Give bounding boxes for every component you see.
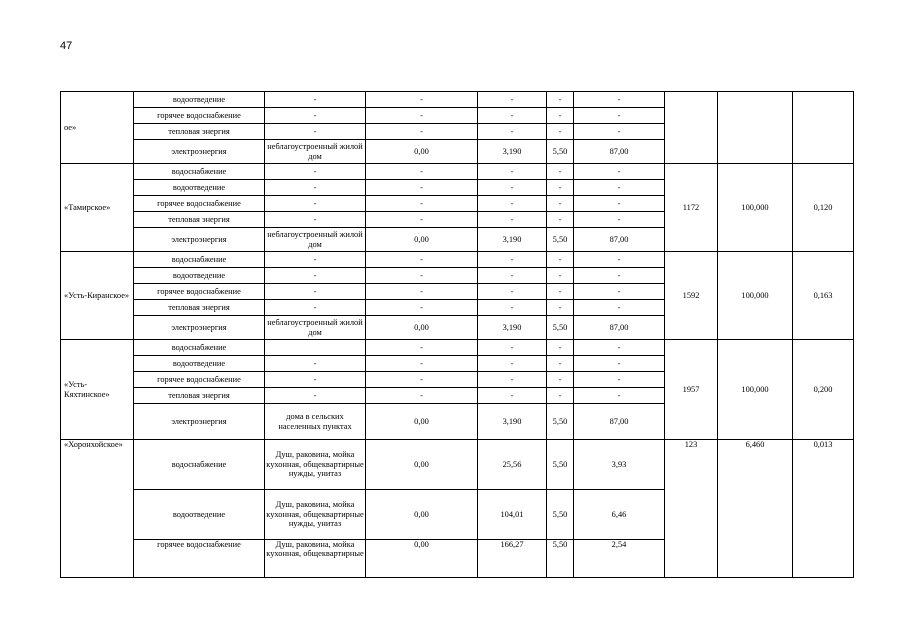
value-cell: - <box>366 252 478 268</box>
service-cell: горячее водоснабжение <box>134 540 265 578</box>
value-cell: - <box>478 284 547 300</box>
value-cell: - <box>366 388 478 404</box>
value-cell: 0,00 <box>366 316 478 340</box>
value-cell: - <box>547 340 574 356</box>
value-cell: - <box>366 300 478 316</box>
coefficient-cell: 0,120 <box>793 164 854 252</box>
value-cell: - <box>478 164 547 180</box>
coefficient-cell: 0,013 <box>793 440 854 578</box>
coefficient-cell <box>793 92 854 164</box>
value-cell: 5,50 <box>547 440 574 490</box>
value-cell: - <box>366 340 478 356</box>
settlement-cell: «Усть-Кяхтинское» <box>61 340 134 440</box>
table-row <box>61 340 854 356</box>
value-cell: 5,50 <box>547 404 574 440</box>
value-cell: - <box>478 300 547 316</box>
service-cell: электроэнергия <box>134 140 265 164</box>
value-cell: 104,01 <box>478 490 547 540</box>
value-cell: 0,00 <box>366 140 478 164</box>
value-cell: - <box>478 340 547 356</box>
service-cell: водоотведение <box>134 356 265 372</box>
value-cell: - <box>574 340 665 356</box>
value-cell: - <box>547 180 574 196</box>
value-cell: - <box>366 92 478 108</box>
value-cell: 0,00 <box>366 228 478 252</box>
value-cell: - <box>574 180 665 196</box>
value-cell: - <box>366 284 478 300</box>
service-cell: тепловая энергия <box>134 300 265 316</box>
value-cell: - <box>547 372 574 388</box>
value-cell: 166,27 <box>478 540 547 578</box>
value-cell: - <box>478 124 547 140</box>
value-cell: - <box>547 252 574 268</box>
service-cell: водоснабжение <box>134 340 265 356</box>
value-cell: 6,46 <box>574 490 665 540</box>
value-cell: - <box>574 372 665 388</box>
value-cell: - <box>547 356 574 372</box>
value-cell: - <box>366 212 478 228</box>
value-cell: - <box>366 108 478 124</box>
value-cell: - <box>574 108 665 124</box>
value-cell: - <box>547 300 574 316</box>
category-cell: - <box>265 372 366 388</box>
settlement-cell: ое» <box>61 92 134 164</box>
value-cell: - <box>547 108 574 124</box>
settlement-cell: «Тамирское» <box>61 164 134 252</box>
share-cell: 100,000 <box>718 252 793 340</box>
service-cell: горячее водоснабжение <box>134 196 265 212</box>
value-cell: 3,190 <box>478 316 547 340</box>
category-cell: неблагоустроенный жилой дом <box>265 316 366 340</box>
value-cell: 87,00 <box>574 404 665 440</box>
population-cell: 1592 <box>665 252 718 340</box>
value-cell: - <box>547 196 574 212</box>
value-cell: - <box>478 196 547 212</box>
table-row <box>61 164 854 180</box>
coefficient-cell: 0,200 <box>793 340 854 440</box>
value-cell: - <box>574 388 665 404</box>
category-cell: - <box>265 300 366 316</box>
category-cell: - <box>265 180 366 196</box>
share-cell: 100,000 <box>718 340 793 440</box>
value-cell: 5,50 <box>547 540 574 578</box>
value-cell: - <box>574 92 665 108</box>
category-cell: - <box>265 212 366 228</box>
value-cell: - <box>478 180 547 196</box>
coefficient-cell: 0,163 <box>793 252 854 340</box>
category-cell: - <box>265 92 366 108</box>
category-cell: неблагоустроенный жилой дом <box>265 228 366 252</box>
value-cell: - <box>366 124 478 140</box>
service-cell: тепловая энергия <box>134 124 265 140</box>
value-cell: - <box>366 356 478 372</box>
share-cell: 6,460 <box>718 440 793 578</box>
population-cell: 123 <box>665 440 718 578</box>
value-cell: - <box>478 268 547 284</box>
value-cell: - <box>574 212 665 228</box>
value-cell: 3,190 <box>478 140 547 164</box>
value-cell: 87,00 <box>574 316 665 340</box>
service-cell: электроэнергия <box>134 316 265 340</box>
tariff-table <box>60 91 854 578</box>
value-cell: - <box>547 284 574 300</box>
category-cell: - <box>265 284 366 300</box>
value-cell: 87,00 <box>574 140 665 164</box>
category-cell: Душ, раковина, мойка кухонная, общеквартирные нужды, унитаз <box>265 490 366 540</box>
value-cell: 5,50 <box>547 228 574 252</box>
value-cell: - <box>478 92 547 108</box>
category-cell: Душ, раковина, мойка кухонная, общеквартирные <box>265 540 366 578</box>
value-cell: - <box>547 268 574 284</box>
population-cell <box>665 92 718 164</box>
share-cell: 100,000 <box>718 164 793 252</box>
value-cell: 0,00 <box>366 540 478 578</box>
value-cell: 3,93 <box>574 440 665 490</box>
value-cell: 0,00 <box>366 490 478 540</box>
value-cell: - <box>478 388 547 404</box>
value-cell: - <box>366 268 478 284</box>
value-cell: - <box>574 124 665 140</box>
value-cell: - <box>547 164 574 180</box>
population-cell: 1957 <box>665 340 718 440</box>
category-cell: - <box>265 356 366 372</box>
table-row <box>61 440 854 490</box>
category-cell: - <box>265 164 366 180</box>
service-cell: водоотведение <box>134 92 265 108</box>
value-cell: 5,50 <box>547 490 574 540</box>
value-cell: - <box>478 252 547 268</box>
value-cell: - <box>574 268 665 284</box>
service-cell: водоснабжение <box>134 252 265 268</box>
service-cell: водоснабжение <box>134 440 265 490</box>
category-cell: - <box>265 252 366 268</box>
value-cell: - <box>574 164 665 180</box>
value-cell: 25,56 <box>478 440 547 490</box>
value-cell: 0,00 <box>366 440 478 490</box>
category-cell <box>265 340 366 356</box>
category-cell: неблагоустроенный жилой дом <box>265 140 366 164</box>
value-cell: - <box>574 196 665 212</box>
service-cell: электроэнергия <box>134 228 265 252</box>
value-cell: - <box>478 356 547 372</box>
value-cell: 3,190 <box>478 404 547 440</box>
category-cell: - <box>265 108 366 124</box>
value-cell: - <box>366 372 478 388</box>
table-row <box>61 92 854 108</box>
category-cell: - <box>265 196 366 212</box>
value-cell: - <box>574 356 665 372</box>
value-cell: - <box>574 284 665 300</box>
value-cell: - <box>366 164 478 180</box>
category-cell: - <box>265 388 366 404</box>
service-cell: водоотведение <box>134 268 265 284</box>
value-cell: - <box>366 180 478 196</box>
service-cell: водоотведение <box>134 180 265 196</box>
table-row <box>61 252 854 268</box>
value-cell: 5,50 <box>547 316 574 340</box>
value-cell: - <box>366 196 478 212</box>
service-cell: горячее водоснабжение <box>134 284 265 300</box>
settlement-cell: «Хоронхойское» <box>61 440 134 578</box>
value-cell: - <box>574 252 665 268</box>
value-cell: - <box>574 300 665 316</box>
service-cell: водоснабжение <box>134 164 265 180</box>
settlement-cell: «Усть-Киранское» <box>61 252 134 340</box>
value-cell: - <box>478 108 547 124</box>
category-cell: - <box>265 124 366 140</box>
page-number: 47 <box>60 40 73 52</box>
value-cell: 2,54 <box>574 540 665 578</box>
category-cell: - <box>265 268 366 284</box>
value-cell: 87,00 <box>574 228 665 252</box>
value-cell: - <box>547 212 574 228</box>
service-cell: горячее водоснабжение <box>134 108 265 124</box>
service-cell: тепловая энергия <box>134 388 265 404</box>
service-cell: горячее водоснабжение <box>134 372 265 388</box>
category-cell: Душ, раковина, мойка кухонная, общеквартирные нужды, унитаз <box>265 440 366 490</box>
value-cell: - <box>547 124 574 140</box>
value-cell: - <box>547 388 574 404</box>
category-cell: дома в сельских населенных пунктах <box>265 404 366 440</box>
service-cell: водоотведение <box>134 490 265 540</box>
value-cell: 3,190 <box>478 228 547 252</box>
share-cell <box>718 92 793 164</box>
value-cell: - <box>478 372 547 388</box>
value-cell: - <box>547 92 574 108</box>
value-cell: 0,00 <box>366 404 478 440</box>
population-cell: 1172 <box>665 164 718 252</box>
service-cell: электроэнергия <box>134 404 265 440</box>
value-cell: - <box>478 212 547 228</box>
value-cell: 5,50 <box>547 140 574 164</box>
service-cell: тепловая энергия <box>134 212 265 228</box>
